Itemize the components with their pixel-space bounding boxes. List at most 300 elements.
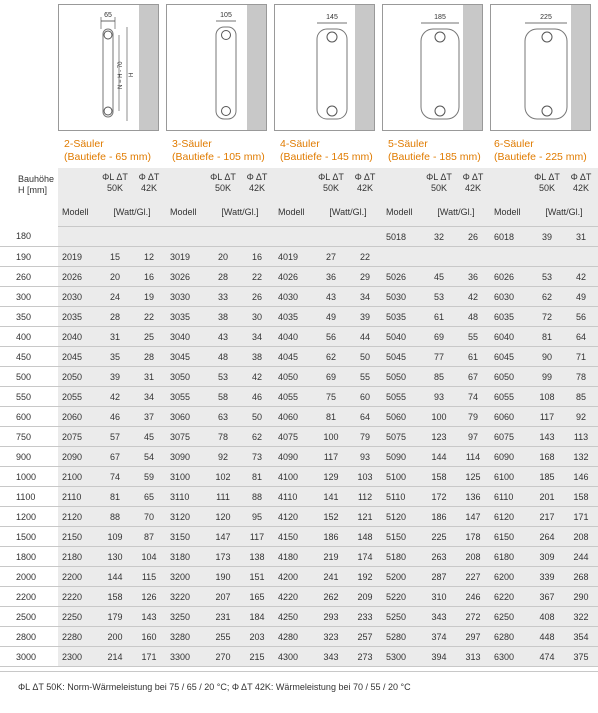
phi-cell: 244 [564, 547, 598, 567]
phi-l-cell: 109 [98, 527, 132, 547]
modell-cell: 4090 [274, 447, 314, 467]
modell-cell: 5026 [382, 267, 422, 287]
phi-cell: 160 [132, 627, 166, 647]
modell-cell: 2120 [58, 507, 98, 527]
modell-cell: 2035 [58, 307, 98, 327]
modell-cell: 5100 [382, 467, 422, 487]
phi-l-cell: 81 [98, 487, 132, 507]
modell-cell: 6026 [490, 267, 530, 287]
modell-cell: 3026 [166, 267, 206, 287]
phi-cell: 42 [564, 267, 598, 287]
phi-l-cell: 15 [98, 247, 132, 267]
phi-l-cell: 20 [206, 247, 240, 267]
table-row [0, 627, 598, 647]
unit-header: [Watt/Gl.] [530, 198, 598, 227]
phi-label: Φ ΔT [246, 172, 268, 182]
phi-cell: 49 [564, 287, 598, 307]
modell-cell: 4300 [274, 647, 314, 667]
phi-l-cell: 33 [206, 287, 240, 307]
modell-cell: 5110 [382, 487, 422, 507]
phi-l-cell: 81 [530, 327, 564, 347]
modell-header-spacer [166, 168, 206, 198]
table-row [0, 327, 598, 347]
phi-cell: 85 [564, 387, 598, 407]
phi-cell: 16 [132, 267, 166, 287]
table-row [0, 507, 598, 527]
modell-cell: 3120 [166, 507, 206, 527]
phi-l-cell: 270 [206, 647, 240, 667]
phi-cell: 29 [348, 267, 382, 287]
phi-cell: 97 [456, 427, 490, 447]
phi-cell: 322 [564, 607, 598, 627]
phi-cell: 192 [348, 567, 382, 587]
modell-cell: 5180 [382, 547, 422, 567]
bauhoehe-cell: 300 [0, 287, 58, 307]
phi-l-cell: 367 [530, 587, 564, 607]
phi-l-cell: 31 [98, 327, 132, 347]
phi-l-cell: 120 [206, 507, 240, 527]
phi-l-cell: 24 [98, 287, 132, 307]
phi-cell: 22 [240, 267, 274, 287]
modell-cell: 4180 [274, 547, 314, 567]
phi-l-cell: 117 [314, 447, 348, 467]
bauhoehe-cell: 900 [0, 447, 58, 467]
phi-cell: 209 [348, 587, 382, 607]
modell-cell: 4150 [274, 527, 314, 547]
phi-cell: 208 [456, 547, 490, 567]
modell-header-spacer [490, 168, 530, 198]
phi-l-cell [206, 227, 240, 247]
radiator-images [0, 0, 598, 134]
modell-cell: 6150 [490, 527, 530, 547]
phi-l-cell: 172 [422, 487, 456, 507]
phi-l-k: 50K [214, 183, 231, 193]
bauhoehe-unit: H [mm] [18, 185, 47, 195]
table-row [0, 647, 598, 667]
radiator-4-column-image [274, 4, 375, 131]
modell-cell: 3030 [166, 287, 206, 307]
modell-cell: 4045 [274, 347, 314, 367]
phi-cell: 28 [132, 347, 166, 367]
phi-l-cell: 81 [314, 407, 348, 427]
phi-cell: 19 [132, 287, 166, 307]
modell-cell: 4040 [274, 327, 314, 347]
phi-l-cell: 219 [314, 547, 348, 567]
phi-cell: 354 [564, 627, 598, 647]
dim-h: H [129, 72, 135, 77]
bauhoehe-cell: 1000 [0, 467, 58, 487]
bauhoehe-cell: 350 [0, 307, 58, 327]
phi-l-k: 50K [430, 183, 447, 193]
phi-l-label: ΦL ΔT [426, 172, 452, 182]
modell-cell: 2045 [58, 347, 98, 367]
radiator-5-column-image [382, 4, 483, 131]
phi-cell: 26 [240, 287, 274, 307]
phi-cell [348, 227, 382, 247]
phi-l-cell: 309 [530, 547, 564, 567]
phi-l-cell: 53 [206, 367, 240, 387]
variant-depth: (Bautiefe - 145 mm) [280, 151, 373, 163]
phi-l-k: 50K [538, 183, 555, 193]
phi-header [240, 168, 274, 198]
phi-cell: 42 [456, 287, 490, 307]
phi-l-cell: 75 [314, 387, 348, 407]
phi-cell: 55 [456, 327, 490, 347]
modell-header: Modell [274, 198, 314, 227]
phi-cell: 45 [132, 427, 166, 447]
phi-l-cell: 57 [98, 427, 132, 447]
phi-l-cell: 262 [314, 587, 348, 607]
table-row [0, 247, 598, 267]
modell-cell: 5060 [382, 407, 422, 427]
bauhoehe-cell: 2000 [0, 567, 58, 587]
phi-l-cell: 241 [314, 567, 348, 587]
modell-header-spacer [382, 168, 422, 198]
phi-l-cell: 39 [98, 367, 132, 387]
phi-k: 42K [140, 183, 157, 193]
modell-cell: 6250 [490, 607, 530, 627]
phi-cell: 147 [456, 507, 490, 527]
modell-cell: 2026 [58, 267, 98, 287]
phi-cell: 54 [132, 447, 166, 467]
phi-cell: 227 [456, 567, 490, 587]
phi-cell: 60 [348, 387, 382, 407]
phi-l-cell: 62 [530, 287, 564, 307]
phi-l-cell: 58 [206, 387, 240, 407]
modell-cell [490, 247, 530, 267]
modell-cell: 5040 [382, 327, 422, 347]
modell-cell: 2030 [58, 287, 98, 307]
modell-cell: 6050 [490, 367, 530, 387]
phi-l-cell: 62 [314, 347, 348, 367]
modell-cell: 5250 [382, 607, 422, 627]
phi-l-cell: 49 [314, 307, 348, 327]
phi-cell: 12 [132, 247, 166, 267]
modell-cell: 3220 [166, 587, 206, 607]
modell-cell: 4280 [274, 627, 314, 647]
phi-k: 42K [464, 183, 481, 193]
phi-l-cell: 374 [422, 627, 456, 647]
phi-l-cell: 43 [314, 287, 348, 307]
dim-225: 225 [540, 14, 552, 21]
radiator-3-column-image [166, 4, 267, 131]
phi-cell: 65 [132, 487, 166, 507]
phi-l-cell: 20 [98, 267, 132, 287]
phi-l-cell: 48 [206, 347, 240, 367]
phi-cell: 297 [456, 627, 490, 647]
modell-cell: 3150 [166, 527, 206, 547]
phi-l-k: 50K [322, 183, 339, 193]
phi-cell: 26 [456, 227, 490, 247]
phi-cell: 59 [132, 467, 166, 487]
table-row [0, 607, 598, 627]
dim-145: 145 [326, 14, 338, 21]
phi-l-cell: 42 [98, 387, 132, 407]
modell-cell: 2110 [58, 487, 98, 507]
modell-cell: 3019 [166, 247, 206, 267]
variant-depth: (Bautiefe - 105 mm) [172, 151, 265, 163]
phi-l-cell: 225 [422, 527, 456, 547]
phi-l-cell: 207 [206, 587, 240, 607]
phi-cell: 39 [348, 307, 382, 327]
modell-cell: 4120 [274, 507, 314, 527]
modell-cell: 6018 [490, 227, 530, 247]
phi-l-cell: 35 [98, 347, 132, 367]
modell-cell: 2280 [58, 627, 98, 647]
phi-cell: 215 [240, 647, 274, 667]
bauhoehe-cell: 3000 [0, 647, 58, 667]
modell-cell [166, 227, 206, 247]
table-row [0, 387, 598, 407]
modell-cell: 5300 [382, 647, 422, 667]
bauhoehe-cell: 2200 [0, 587, 58, 607]
phi-cell: 113 [564, 427, 598, 447]
modell-cell: 3060 [166, 407, 206, 427]
phi-l-cell: 263 [422, 547, 456, 567]
modell-cell: 6040 [490, 327, 530, 347]
phi-cell: 246 [456, 587, 490, 607]
bauhoehe-cell: 1800 [0, 547, 58, 567]
modell-cell: 2019 [58, 247, 98, 267]
phi-l-cell: 72 [530, 307, 564, 327]
modell-cell: 2055 [58, 387, 98, 407]
modell-cell: 4200 [274, 567, 314, 587]
modell-cell: 2050 [58, 367, 98, 387]
modell-cell [58, 227, 98, 247]
phi-k: 42K [356, 183, 373, 193]
phi-cell: 22 [132, 307, 166, 327]
phi-cell: 44 [348, 327, 382, 347]
variant-title-2 [64, 138, 172, 164]
phi-l-cell: 144 [422, 447, 456, 467]
phi-cell: 70 [132, 507, 166, 527]
modell-cell [274, 227, 314, 247]
phi-cell: 112 [348, 487, 382, 507]
modell-cell: 2180 [58, 547, 98, 567]
phi-l-header [530, 168, 564, 198]
table-row [0, 427, 598, 447]
phi-cell: 233 [348, 607, 382, 627]
variant-title-4 [280, 138, 388, 164]
phi-l-cell [314, 227, 348, 247]
phi-l-header [98, 168, 132, 198]
phi-cell: 56 [564, 307, 598, 327]
phi-cell: 87 [132, 527, 166, 547]
variant-name: 3-Säuler [172, 138, 212, 150]
phi-l-cell: 69 [422, 327, 456, 347]
phi-cell: 61 [456, 347, 490, 367]
modell-cell: 2060 [58, 407, 98, 427]
bauhoehe-header [0, 168, 58, 227]
phi-l-cell: 78 [206, 427, 240, 447]
modell-header: Modell [490, 198, 530, 227]
phi-l-cell: 264 [530, 527, 564, 547]
phi-l-cell: 45 [422, 267, 456, 287]
modell-cell: 5050 [382, 367, 422, 387]
phi-l-cell: 217 [530, 507, 564, 527]
phi-l-cell: 293 [314, 607, 348, 627]
phi-cell: 31 [564, 227, 598, 247]
phi-cell [240, 227, 274, 247]
phi-cell: 36 [456, 267, 490, 287]
phi-cell: 64 [564, 327, 598, 347]
phi-l-cell: 100 [422, 407, 456, 427]
phi-l-label: ΦL ΔT [534, 172, 560, 182]
table-row [0, 347, 598, 367]
phi-cell: 143 [132, 607, 166, 627]
phi-cell: 114 [456, 447, 490, 467]
phi-cell: 31 [132, 367, 166, 387]
variant-title-3 [172, 138, 280, 164]
phi-l-cell: 123 [422, 427, 456, 447]
modell-header: Modell [382, 198, 422, 227]
bauhoehe-label: Bauhöhe [18, 174, 55, 184]
phi-header [564, 168, 598, 198]
modell-cell: 4050 [274, 367, 314, 387]
phi-l-cell: 287 [422, 567, 456, 587]
phi-cell: 38 [240, 347, 274, 367]
modell-cell: 3100 [166, 467, 206, 487]
modell-cell: 2250 [58, 607, 98, 627]
modell-header: Modell [166, 198, 206, 227]
phi-l-header [206, 168, 240, 198]
phi-cell: 178 [456, 527, 490, 547]
modell-cell [382, 247, 422, 267]
phi-l-cell: 394 [422, 647, 456, 667]
unit-header: [Watt/Gl.] [98, 198, 166, 227]
phi-cell: 55 [348, 367, 382, 387]
phi-l-cell: 102 [206, 467, 240, 487]
phi-cell: 74 [456, 387, 490, 407]
phi-l-cell: 56 [314, 327, 348, 347]
phi-cell: 126 [132, 587, 166, 607]
phi-l-cell: 28 [206, 267, 240, 287]
phi-cell: 203 [240, 627, 274, 647]
phi-l-cell: 85 [422, 367, 456, 387]
phi-cell: 50 [240, 407, 274, 427]
bauhoehe-cell: 400 [0, 327, 58, 347]
phi-l-cell: 339 [530, 567, 564, 587]
phi-l-label: ΦL ΔT [318, 172, 344, 182]
phi-l-cell: 186 [422, 507, 456, 527]
bauhoehe-cell: 750 [0, 427, 58, 447]
modell-cell: 3035 [166, 307, 206, 327]
modell-cell: 6100 [490, 467, 530, 487]
phi-cell: 148 [348, 527, 382, 547]
modell-cell: 5090 [382, 447, 422, 467]
phi-cell: 78 [564, 367, 598, 387]
modell-cell: 6030 [490, 287, 530, 307]
phi-cell: 22 [348, 247, 382, 267]
bauhoehe-cell: 450 [0, 347, 58, 367]
table-row [0, 367, 598, 387]
phi-cell: 16 [240, 247, 274, 267]
variant-depth: (Bautiefe - 225 mm) [494, 151, 587, 163]
phi-cell: 71 [564, 347, 598, 367]
modell-cell: 4110 [274, 487, 314, 507]
phi-cell: 79 [348, 427, 382, 447]
phi-l-cell: 214 [98, 647, 132, 667]
phi-l-cell: 343 [422, 607, 456, 627]
radiator-2-column-image [58, 4, 159, 131]
phi-cell: 34 [240, 327, 274, 347]
phi-cell: 81 [240, 467, 274, 487]
modell-cell: 3050 [166, 367, 206, 387]
phi-cell: 273 [348, 647, 382, 667]
modell-cell: 4055 [274, 387, 314, 407]
phi-l-cell: 32 [422, 227, 456, 247]
phi-cell: 115 [132, 567, 166, 587]
bauhoehe-cell: 2500 [0, 607, 58, 627]
phi-l-cell: 93 [422, 387, 456, 407]
phi-cell [564, 247, 598, 267]
variant-name: 5-Säuler [388, 138, 428, 150]
phi-header [348, 168, 382, 198]
phi-l-cell: 130 [98, 547, 132, 567]
variant-depth: (Bautiefe - 65 mm) [64, 151, 151, 163]
modell-cell: 3090 [166, 447, 206, 467]
phi-l-cell: 190 [206, 567, 240, 587]
phi-l-k: 50K [106, 183, 123, 193]
bauhoehe-cell: 180 [0, 227, 58, 247]
bauhoehe-cell: 500 [0, 367, 58, 387]
phi-l-cell: 143 [530, 427, 564, 447]
modell-header-spacer [58, 168, 98, 198]
phi-l-cell: 92 [206, 447, 240, 467]
dim-n: N = H - 70 [118, 61, 124, 89]
modell-header: Modell [58, 198, 98, 227]
phi-cell: 103 [348, 467, 382, 487]
modell-cell: 3040 [166, 327, 206, 347]
phi-l-cell: 255 [206, 627, 240, 647]
phi-cell: 30 [240, 307, 274, 327]
phi-l-cell: 100 [314, 427, 348, 447]
phi-cell: 290 [564, 587, 598, 607]
table-header-row [0, 168, 598, 198]
modell-cell: 5200 [382, 567, 422, 587]
phi-l-cell: 186 [314, 527, 348, 547]
modell-cell: 3300 [166, 647, 206, 667]
bauhoehe-cell: 1200 [0, 507, 58, 527]
unit-header: [Watt/Gl.] [422, 198, 490, 227]
phi-cell: 64 [348, 407, 382, 427]
phi-l-cell: 46 [98, 407, 132, 427]
bauhoehe-cell: 600 [0, 407, 58, 427]
phi-l-cell: 310 [422, 587, 456, 607]
phi-label: Φ ΔT [462, 172, 484, 182]
phi-l-cell: 129 [314, 467, 348, 487]
modell-cell: 5280 [382, 627, 422, 647]
phi-l-cell: 168 [530, 447, 564, 467]
modell-cell: 4035 [274, 307, 314, 327]
modell-cell: 6220 [490, 587, 530, 607]
table-row [0, 447, 598, 467]
modell-cell: 5045 [382, 347, 422, 367]
phi-l-cell: 39 [530, 227, 564, 247]
variant-title-6 [494, 138, 598, 164]
phi-l-cell [530, 247, 564, 267]
modell-cell: 5030 [382, 287, 422, 307]
modell-cell: 4060 [274, 407, 314, 427]
modell-cell: 2200 [58, 567, 98, 587]
modell-cell: 6060 [490, 407, 530, 427]
phi-cell [456, 247, 490, 267]
modell-cell: 5150 [382, 527, 422, 547]
phi-cell: 104 [132, 547, 166, 567]
phi-cell: 171 [132, 647, 166, 667]
phi-l-cell: 36 [314, 267, 348, 287]
modell-cell: 6045 [490, 347, 530, 367]
